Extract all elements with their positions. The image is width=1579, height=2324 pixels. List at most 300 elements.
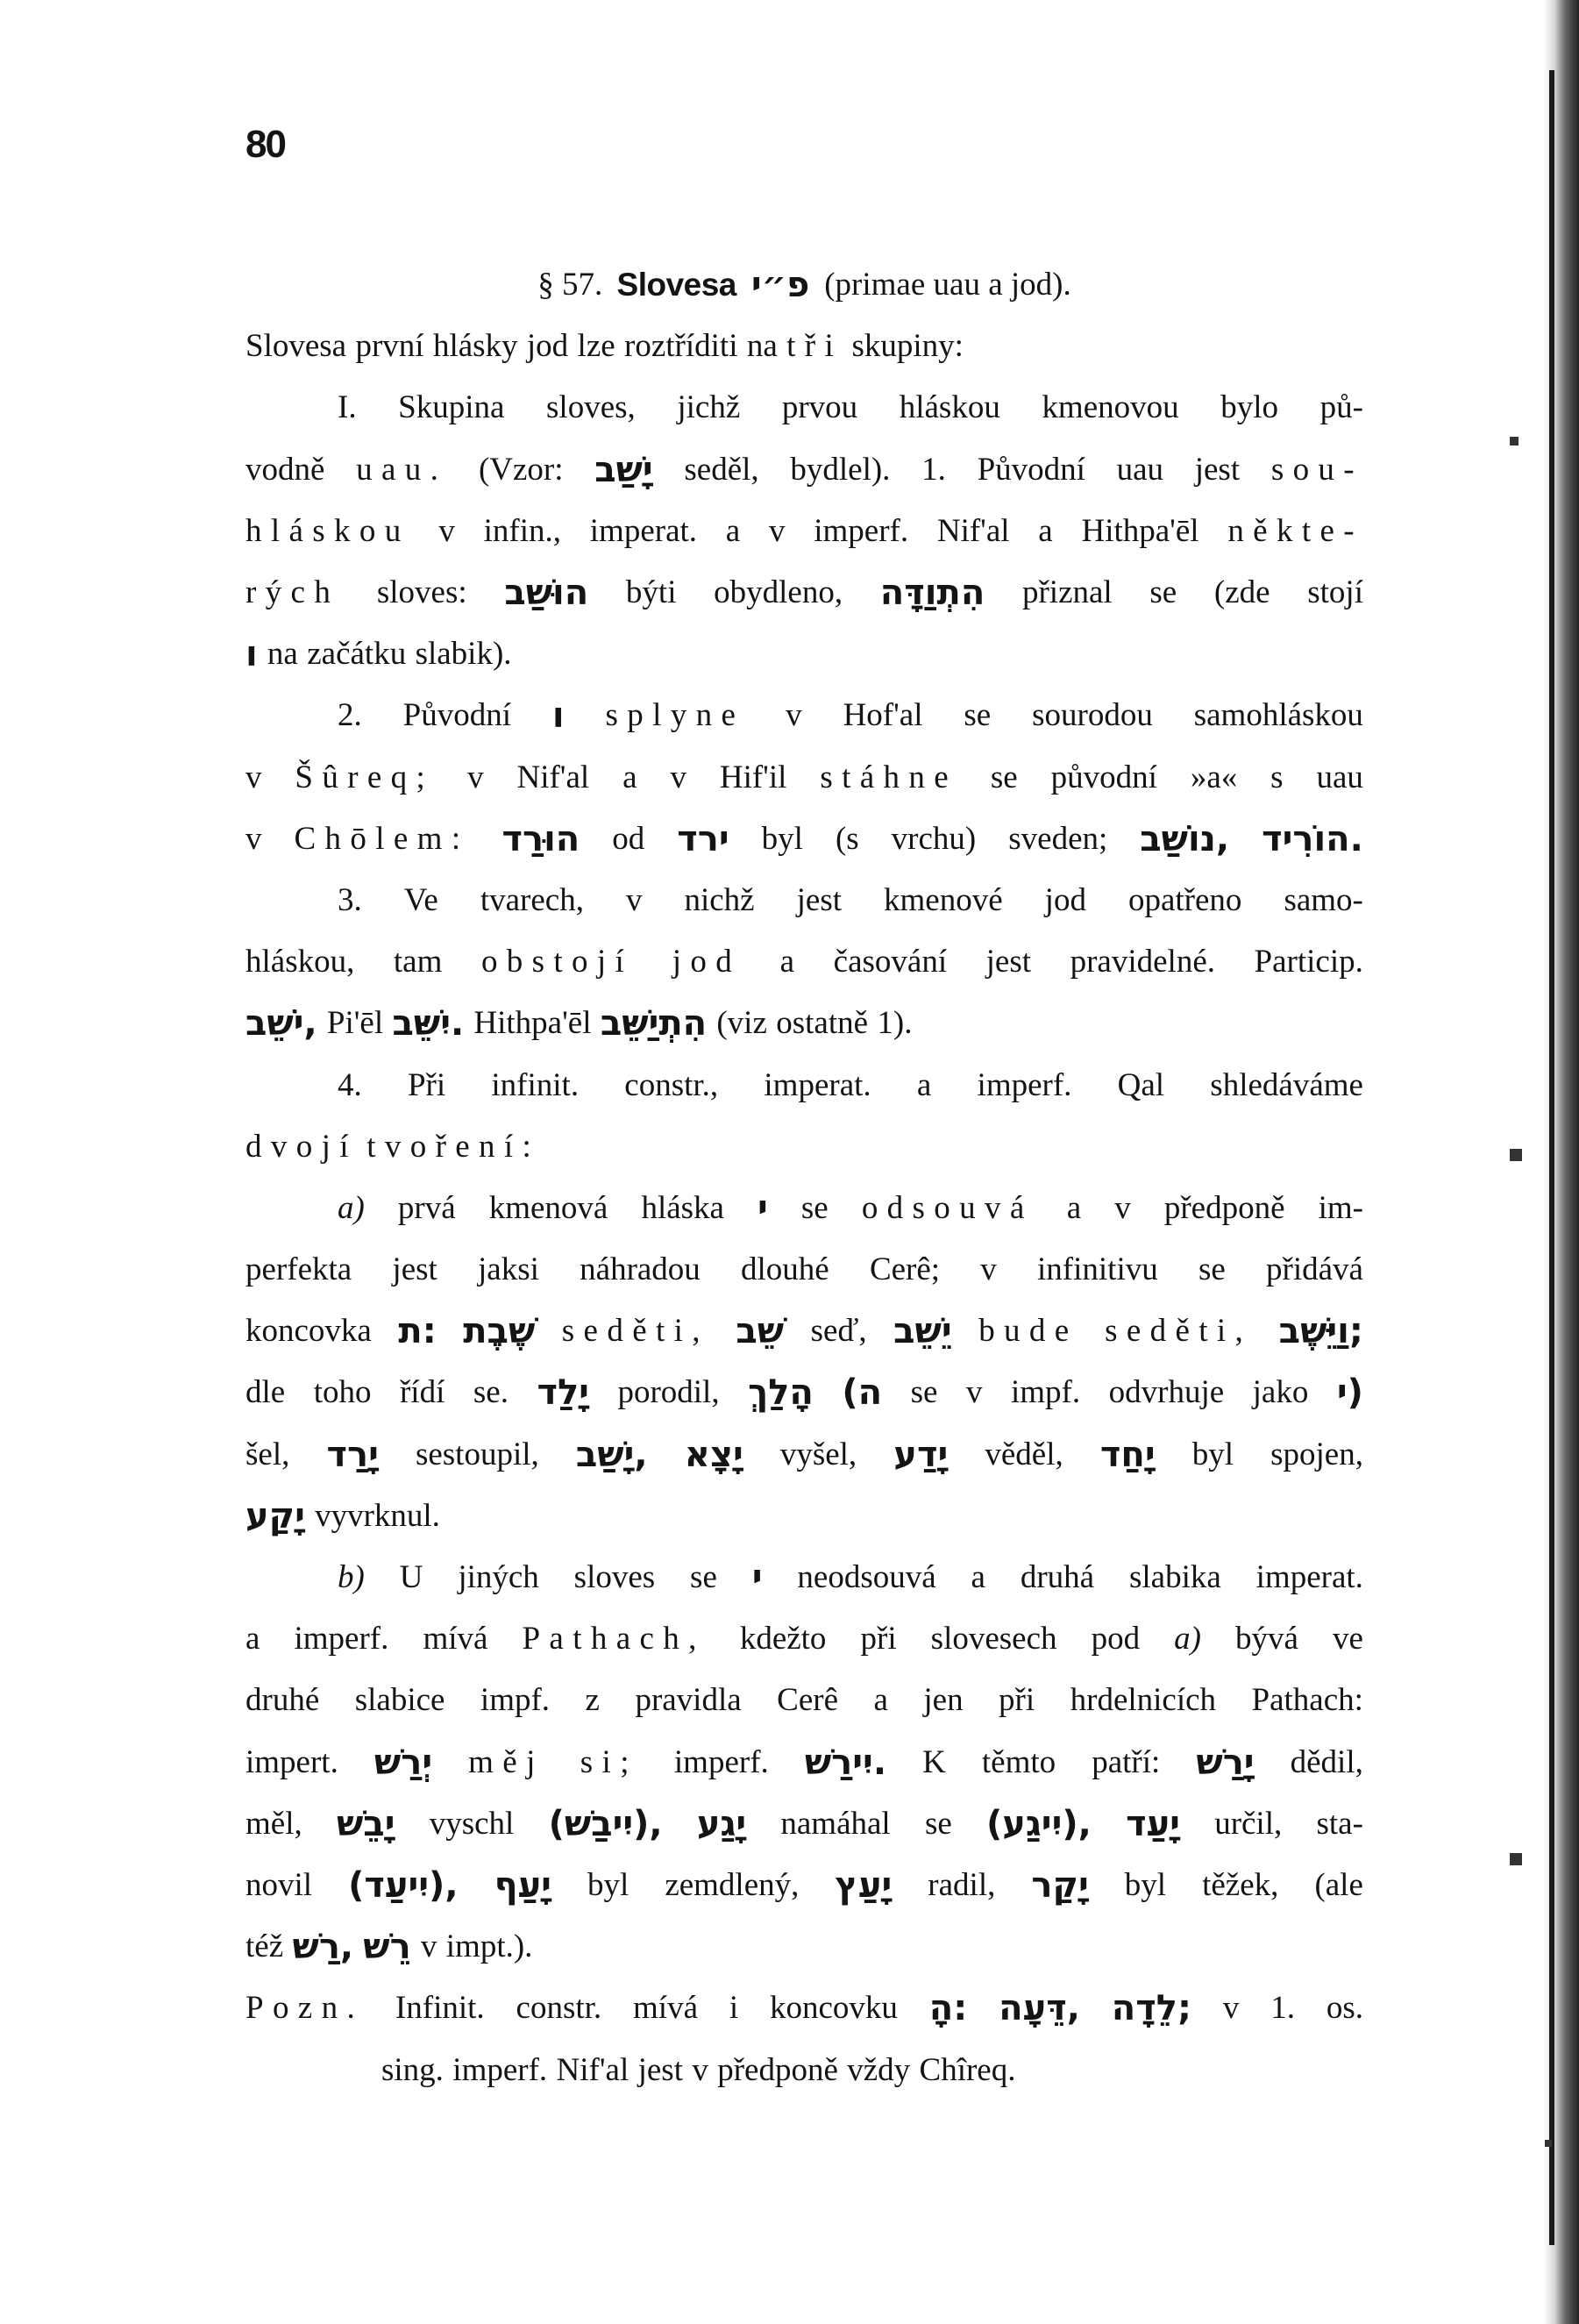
word: kdežto (739, 1621, 827, 1657)
word: samohláskou (1193, 697, 1363, 734)
hebrew-word: הוּרַד (501, 818, 580, 859)
text-line (245, 993, 1363, 1054)
word: Pi'ēl (326, 1005, 384, 1042)
word: původní (1050, 759, 1157, 795)
word: a (779, 944, 795, 980)
word: předponě (1163, 1189, 1285, 1226)
hebrew-word: שֵׁב (736, 1311, 785, 1352)
hebrew-word: הוֹרִיד. (1262, 818, 1363, 859)
word: sloves: (376, 574, 467, 611)
word: věděl, (985, 1436, 1063, 1472)
text-line (245, 747, 1363, 809)
word: odvrhuje (1108, 1374, 1225, 1411)
word: v (670, 759, 686, 795)
word: spojen, (1270, 1436, 1363, 1472)
word: toho (313, 1374, 372, 1411)
word: jest (1194, 451, 1241, 488)
text-line (245, 1916, 1363, 1978)
word: pravidelné. (1070, 944, 1215, 980)
word: přidává (1266, 1251, 1363, 1288)
section-title: Slovesa (616, 267, 736, 303)
word: seděl, (684, 451, 759, 488)
word: a (971, 1559, 985, 1596)
text-lines (245, 316, 1363, 2100)
hebrew-word: יִשֵּׁב. (392, 1003, 465, 1044)
word: kmenové (884, 881, 1003, 918)
word: Nif'al (936, 512, 1010, 549)
hebrew-word: יְרַשׁ (373, 1742, 433, 1783)
text-line (245, 1547, 1363, 1608)
text-line (245, 1670, 1363, 1731)
word: 1). (877, 1005, 913, 1042)
word: hlásky (432, 328, 518, 365)
word: jaksi (478, 1251, 539, 1288)
section-subtitle: (primae uau a jod). (824, 267, 1071, 303)
word: 1. (921, 451, 946, 488)
word: namáhal (780, 1805, 891, 1842)
word: při (999, 1682, 1035, 1719)
word: časování (833, 944, 948, 980)
word: se (964, 697, 992, 734)
word: a (622, 759, 637, 795)
word: těžek, (1202, 1866, 1279, 1903)
word: patří: (1092, 1743, 1161, 1780)
section-number: § 57. (537, 267, 603, 303)
word: jest (796, 881, 843, 918)
hebrew-word: הָלַךְ (748, 1372, 814, 1414)
word: z (585, 1682, 600, 1719)
hebrew-word: שֶׁבֶת (463, 1311, 536, 1352)
hebrew-word: ו (551, 695, 565, 737)
text-line (245, 1424, 1363, 1486)
word: samo- (1284, 881, 1363, 918)
word: v (786, 697, 802, 734)
word: skupiny: (851, 328, 964, 365)
word: pravidla (635, 1682, 742, 1719)
word: měl, (245, 1805, 302, 1842)
hebrew-word: יָחַד (1099, 1434, 1156, 1475)
word: dědil, (1290, 1743, 1363, 1780)
hebrew-word: יָלַד (537, 1372, 589, 1414)
word: uau (1116, 451, 1164, 488)
hebrew-word: יָצָא (684, 1434, 743, 1475)
word: im- (1318, 1189, 1363, 1226)
word: (ale (1314, 1866, 1363, 1903)
document-body (245, 254, 1363, 2101)
word: Qal (1117, 1066, 1165, 1103)
hebrew-word: דֵּעָה, (999, 1988, 1080, 2029)
text-line (245, 1239, 1363, 1301)
hebrew-term: פ״י (750, 265, 810, 306)
word: též (245, 1928, 284, 1965)
word: seděti, (1105, 1313, 1253, 1350)
word: (zde (1213, 574, 1270, 611)
hebrew-word: יָקַע (245, 1495, 305, 1536)
hebrew-word: רַשׁ, (292, 1927, 354, 1968)
word: těmto (981, 1743, 1056, 1780)
word: uau (1316, 759, 1363, 795)
word: se (1149, 574, 1177, 611)
word: ostatně (776, 1005, 869, 1042)
word: na (746, 328, 778, 365)
word: sourodou (1032, 697, 1153, 734)
word: obstojí (480, 944, 634, 980)
word: Infinit. (395, 1990, 485, 2027)
word: lze (577, 328, 615, 365)
text-line (245, 809, 1363, 870)
word: imperf. (977, 1066, 1072, 1103)
word: pod (1091, 1621, 1141, 1657)
word: 3. (338, 881, 362, 918)
hebrew-word: יָשַׁב (594, 449, 653, 490)
word: (viz (716, 1005, 767, 1042)
hebrew-word: (יִיבַשׁ), (548, 1803, 663, 1844)
word: slabice (354, 1682, 445, 1719)
word: shledáváme (1210, 1066, 1363, 1103)
word: infin., (483, 512, 562, 549)
word: se (910, 1374, 938, 1411)
hebrew-word: יִירַשׁ. (804, 1742, 887, 1783)
word: sta- (1316, 1805, 1363, 1842)
word: jako (1252, 1374, 1309, 1411)
word: zemdlený, (665, 1866, 800, 1903)
word: impf. (480, 1682, 551, 1719)
word: rých (245, 574, 340, 611)
word: Skupina (398, 389, 505, 426)
word: opatřeno (1127, 881, 1242, 918)
word: imperat. (764, 1066, 871, 1103)
word: býti (625, 574, 677, 611)
word: slabik). (415, 636, 512, 673)
word: slabika (1128, 1559, 1221, 1596)
word: Pathach: (1251, 1682, 1363, 1719)
margin-mark (1510, 437, 1519, 446)
word: se (924, 1805, 952, 1842)
hebrew-word: ת: (398, 1311, 437, 1352)
word: sveden; (1008, 820, 1108, 857)
word: 1. (1270, 1990, 1295, 2027)
word: vodně (245, 451, 325, 488)
word: se (800, 1189, 829, 1226)
margin-mark (1510, 1149, 1522, 1161)
text-line (245, 501, 1363, 562)
hebrew-word: יֵשֵׁב (893, 1311, 952, 1352)
word: 2. (338, 697, 362, 734)
word: prvou (781, 389, 858, 426)
word: Particip. (1254, 944, 1363, 980)
word: uau. (356, 451, 448, 488)
word: tvarech, (480, 881, 584, 918)
word: Šûreq; (295, 759, 435, 795)
word: imperat. (1255, 1559, 1363, 1596)
word: jichž (677, 389, 741, 426)
hebrew-word: י) (1336, 1372, 1363, 1414)
text-line (245, 1793, 1363, 1855)
word: tři (786, 328, 843, 365)
word: »a« (1190, 759, 1238, 795)
word: (s (835, 820, 859, 857)
word: Při (407, 1066, 446, 1103)
text-line (245, 2039, 1363, 2100)
word: constr. (516, 1990, 602, 2027)
word: v (1114, 1189, 1131, 1226)
page-number: 80 (245, 123, 285, 166)
word: v (1222, 1990, 1240, 2027)
word: v (438, 512, 455, 549)
word: v (965, 1374, 983, 1411)
hebrew-word: יָבֵשׁ (336, 1803, 395, 1844)
word: vyšel, (779, 1436, 857, 1472)
word: náhradou (580, 1251, 701, 1288)
word: se (990, 759, 1018, 795)
word: byl (1124, 1866, 1167, 1903)
hebrew-word: (ה (842, 1372, 883, 1414)
text-line (245, 624, 1363, 685)
word: někte- (1227, 512, 1363, 549)
word: a (1066, 1189, 1082, 1226)
text-line (245, 1855, 1363, 1916)
word: imperf. (452, 2051, 548, 2088)
word: hláskou (899, 389, 1000, 426)
word: a (725, 512, 741, 549)
word: se (1198, 1251, 1226, 1288)
word: byl (587, 1866, 629, 1903)
word: byl (1191, 1436, 1234, 1472)
word: a (245, 1621, 260, 1657)
hebrew-word: ירד (677, 818, 729, 859)
word: Původní (402, 697, 511, 734)
text-line (245, 1978, 1363, 2039)
word: b) (338, 1559, 365, 1596)
hebrew-word: נוֹשַׁב, (1140, 818, 1230, 859)
word: Chōlem: (294, 820, 470, 857)
word: splyne (605, 697, 745, 734)
word: i (729, 1990, 739, 2027)
word: infinit. (491, 1066, 580, 1103)
word: byl (761, 820, 803, 857)
word: Nif'al (516, 759, 590, 795)
word: a (1038, 512, 1053, 549)
word: sou- (1270, 451, 1363, 488)
hebrew-word: יָרַשׁ (1196, 1742, 1255, 1783)
word: si; (580, 1743, 638, 1780)
word: sestoupil, (415, 1436, 539, 1472)
hebrew-word: הִתְיַשֵּׁב (600, 1003, 708, 1044)
word: ve (1333, 1621, 1363, 1657)
word: hrdelnicích (1070, 1682, 1217, 1719)
hebrew-word: רֵשׁ (363, 1927, 411, 1968)
word: hláskou (245, 512, 410, 549)
word: jen (923, 1682, 964, 1719)
word: s (1270, 759, 1284, 795)
word: imperf. (814, 512, 909, 549)
hebrew-word: יָדַע (893, 1434, 949, 1475)
word: na (267, 636, 298, 673)
word: imperf. (673, 1743, 769, 1780)
text-line (245, 1608, 1363, 1670)
word: impt.). (445, 1928, 533, 1965)
word: stáhne (820, 759, 957, 795)
word: sloves (573, 1559, 656, 1596)
word: jiných (458, 1559, 539, 1596)
word: Pozn. (245, 1990, 365, 2027)
word: dlouhé (741, 1251, 829, 1288)
word: v (980, 1251, 997, 1288)
hebrew-word: ָה: (928, 1988, 968, 2029)
word: Hithpa'ēl (1081, 512, 1199, 549)
word: stojí (1307, 574, 1363, 611)
word: Chîreq. (919, 2051, 1016, 2088)
word: koncovku (770, 1990, 898, 2027)
word: přiznal (1021, 574, 1113, 611)
word: Slovesa (245, 328, 347, 365)
word: hláska (641, 1189, 724, 1226)
word: hláskou, (245, 944, 355, 980)
hebrew-word: וַיֵּשֶׁב; (1278, 1311, 1363, 1352)
word: Ve (403, 881, 438, 918)
word: od (612, 820, 645, 857)
word: imperat. (589, 512, 698, 549)
word: první (355, 328, 424, 365)
word: seď, (810, 1313, 867, 1350)
word: vrchu) (891, 820, 977, 857)
word: sloves, (546, 389, 636, 426)
word: a) (338, 1189, 365, 1226)
text-line (245, 1486, 1363, 1547)
hebrew-word: ו (245, 634, 258, 675)
word: vyvrknul. (315, 1497, 440, 1534)
word: v (768, 512, 786, 549)
word: slovesech (930, 1621, 1057, 1657)
hebrew-word: י (751, 1558, 763, 1599)
word: jod (526, 328, 569, 365)
word: a) (1174, 1621, 1201, 1657)
word: tvoření: (366, 1128, 541, 1165)
word: obydleno, (714, 574, 843, 611)
hebrew-word: י (757, 1187, 768, 1229)
word: bydlel). (790, 451, 891, 488)
text-line (245, 1178, 1363, 1239)
word: Hof'al (843, 697, 923, 734)
text-line (245, 316, 1363, 377)
word: imperf. (294, 1621, 389, 1657)
word: K (922, 1743, 946, 1780)
word: vyschl (429, 1805, 515, 1842)
text-line (245, 1301, 1363, 1362)
word: mívá (423, 1621, 488, 1657)
hebrew-word: יֹשֵׁב, (245, 1003, 317, 1044)
word: novil (245, 1866, 313, 1903)
word: Původní (977, 451, 1085, 488)
text-line (245, 685, 1363, 746)
word: Cerê (777, 1682, 838, 1719)
page-binding-edge (1544, 0, 1579, 2324)
text-line (245, 1054, 1363, 1116)
hebrew-word: יָעַד (1126, 1803, 1180, 1844)
word: jod (1044, 881, 1086, 918)
word: infinitivu (1037, 1251, 1158, 1288)
text-line (245, 1732, 1363, 1793)
hebrew-word: יָגַע (696, 1803, 747, 1844)
word: prvá (397, 1189, 456, 1226)
word: měj (468, 1743, 544, 1780)
word: impert. (245, 1743, 338, 1780)
word: vždy (847, 2051, 911, 2088)
text-line (245, 1362, 1363, 1423)
word: porodil, (617, 1374, 720, 1411)
word: odsouvá (861, 1189, 1034, 1226)
word: U (399, 1559, 423, 1596)
word: neodsouvá (797, 1559, 936, 1596)
margin-mark (1545, 2140, 1552, 2147)
word: určil, (1214, 1805, 1283, 1842)
word: při (860, 1621, 897, 1657)
text-line (245, 439, 1363, 501)
hebrew-word: יָעַף (494, 1864, 551, 1906)
word: pů- (1319, 389, 1363, 426)
word: v (625, 881, 643, 918)
text-line (245, 377, 1363, 438)
word: řídí (399, 1374, 445, 1411)
margin-mark (1510, 1853, 1522, 1865)
word: se (690, 1559, 717, 1596)
word: Cerê; (869, 1251, 941, 1288)
word: v (245, 759, 262, 795)
word: Hif'il (719, 759, 787, 795)
word: začátku (307, 636, 407, 673)
word: roztříditi (624, 328, 738, 365)
word: Hithpa'ēl (473, 1005, 592, 1042)
word: bude (978, 1313, 1078, 1350)
text-line (245, 870, 1363, 931)
word: v (420, 1928, 437, 1965)
hebrew-word: הִתְוַדָּה (879, 573, 985, 614)
word: impf. (1010, 1374, 1081, 1411)
word: se. (473, 1374, 509, 1411)
word: dvojí (245, 1128, 358, 1165)
word: v (692, 2051, 708, 2088)
word: constr., (624, 1066, 719, 1103)
word: I. (338, 389, 357, 426)
word: šel, (245, 1436, 290, 1472)
word: seděti, (561, 1313, 709, 1350)
word: dle (245, 1374, 286, 1411)
word: Pathach, (522, 1621, 706, 1657)
word: perfekta (245, 1251, 352, 1288)
word: a (916, 1066, 932, 1103)
text-line (245, 562, 1363, 624)
word: předponě (717, 2051, 838, 2088)
word: jod (672, 944, 742, 980)
hebrew-word: יָשַׁב, (575, 1434, 648, 1475)
word: v (467, 759, 484, 795)
word: koncovka (245, 1313, 372, 1350)
word: 4. (338, 1066, 362, 1103)
hebrew-word: יָרַד (326, 1434, 379, 1475)
hebrew-word: יָעַץ (835, 1864, 893, 1906)
word: Nif'al (556, 2051, 629, 2088)
word: sing. (381, 2051, 444, 2088)
hebrew-word: יָקַר (1031, 1864, 1089, 1906)
hebrew-word: (יִיגַע), (986, 1803, 1092, 1844)
text-line (245, 931, 1363, 993)
word: jest (637, 2051, 683, 2088)
hebrew-word: הוּשַׁב (504, 573, 589, 614)
word: radil, (928, 1866, 996, 1903)
word: kmenovou (1042, 389, 1179, 426)
word: (Vzor: (478, 451, 564, 488)
word: druhé (245, 1682, 320, 1719)
